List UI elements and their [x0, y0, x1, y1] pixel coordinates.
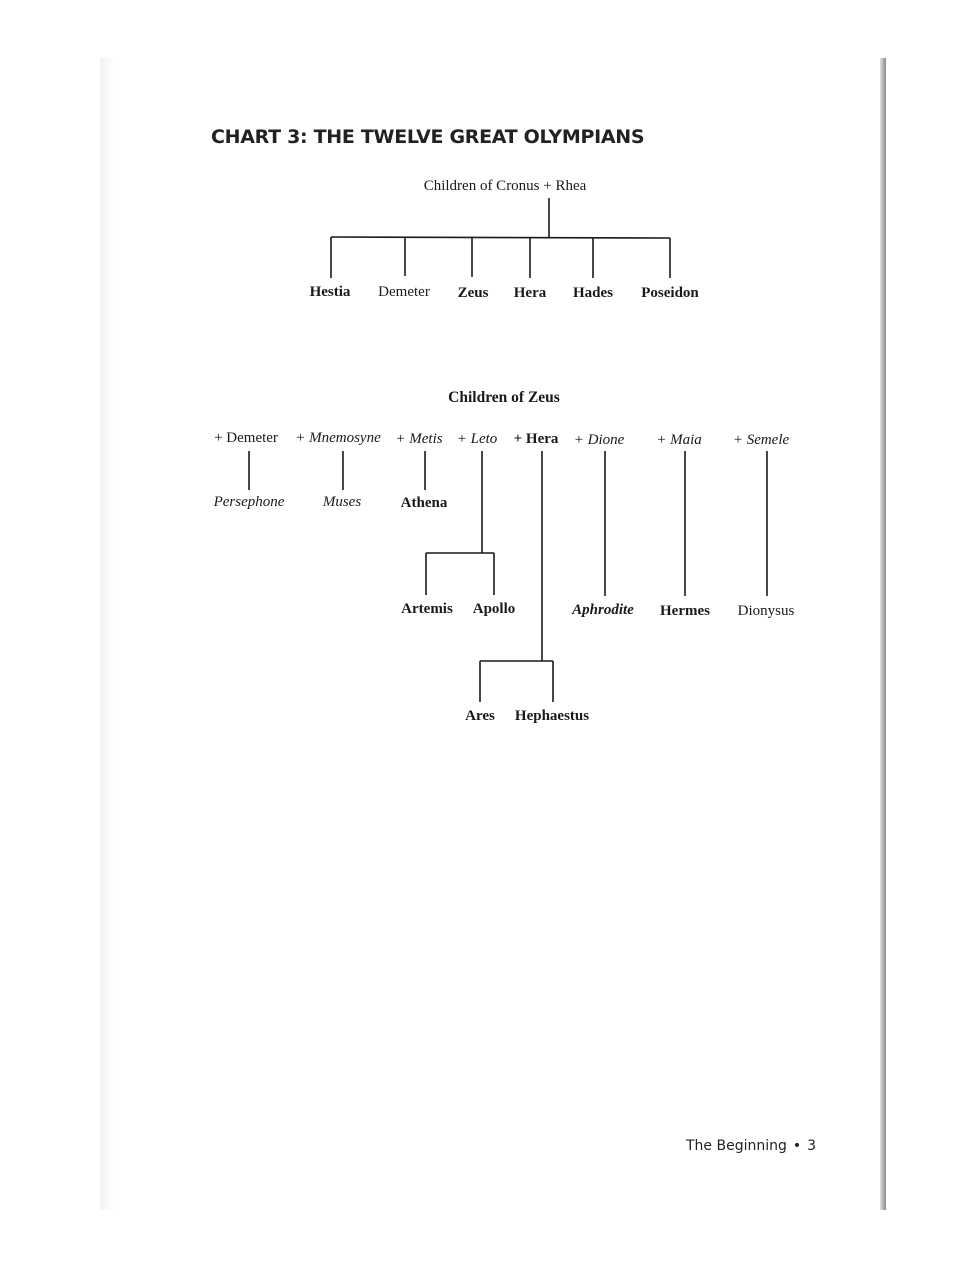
cronus-rhea-parents-label: Children of Cronus + Rhea: [423, 178, 587, 194]
consort-hera: + Hera: [513, 431, 559, 447]
child-ares: Ares: [465, 708, 495, 724]
child-zeus: Zeus: [457, 285, 489, 301]
consort-semele: + Semele: [732, 432, 790, 448]
cronus-children-bar: [331, 237, 670, 238]
page-title: CHART 3: THE TWELVE GREAT OLYMPIANS: [211, 126, 645, 148]
consort-maia: + Maia: [656, 432, 702, 448]
child-hera: Hera: [513, 285, 547, 301]
child-hestia: Hestia: [309, 284, 351, 300]
footer-section-title: The Beginning: [686, 1138, 787, 1154]
page-footer: [686, 1138, 816, 1154]
child-hermes: Hermes: [660, 603, 710, 619]
page-number: 3: [807, 1138, 817, 1154]
footer-separator: •: [792, 1138, 802, 1154]
child-athena: Athena: [400, 495, 448, 511]
child-dionysus: Dionysus: [737, 603, 795, 619]
child-persephone: Persephone: [213, 494, 285, 510]
child-poseidon: Poseidon: [641, 285, 699, 301]
child-hephaestus: Hephaestus: [514, 708, 590, 724]
consort-leto: + Leto: [456, 431, 498, 447]
child-demeter: Demeter: [378, 284, 430, 300]
child-artemis: Artemis: [401, 601, 453, 617]
child-hades: Hades: [572, 285, 614, 301]
zeus-children-heading: Children of Zeus: [448, 389, 560, 406]
consort-dione: + Dione: [573, 432, 625, 448]
child-aphrodite: Aphrodite: [572, 602, 634, 618]
consort-demeter: + Demeter: [214, 430, 278, 446]
child-apollo: Apollo: [472, 601, 516, 617]
consort-mnemosyne: + Mnemosyne: [295, 430, 381, 446]
child-muses: Muses: [322, 494, 362, 510]
consort-metis: + Metis: [395, 431, 443, 447]
